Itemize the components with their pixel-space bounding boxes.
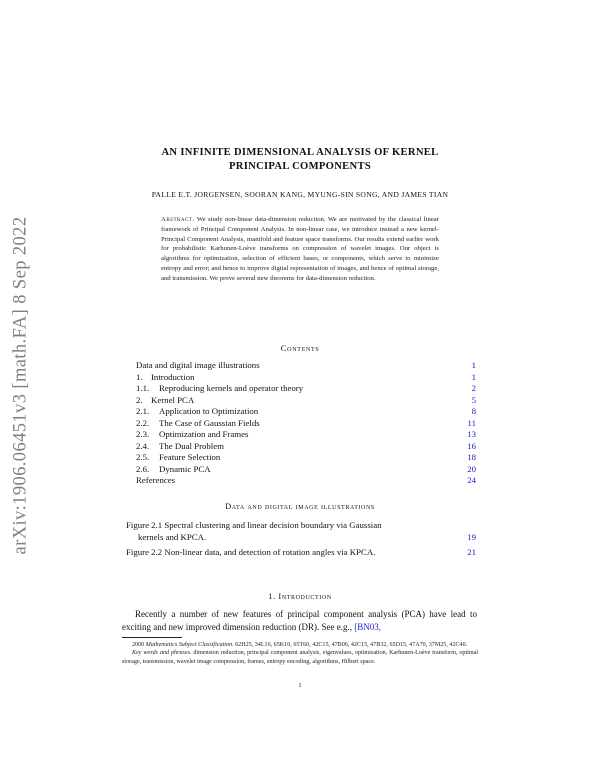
toc-page-link[interactable]: 2 — [471, 383, 476, 393]
contents-heading: Contents — [280, 343, 320, 353]
toc-page-link[interactable]: 13 — [467, 429, 476, 439]
msc-year: 2000 — [132, 642, 145, 648]
toc-page-link[interactable]: 8 — [471, 406, 476, 416]
arxiv-stamp — [8, 197, 34, 573]
paper-title — [120, 146, 480, 174]
toc-page-link[interactable]: 11 — [467, 417, 476, 428]
toc-label: Introduction — [151, 371, 195, 382]
toc-page-link[interactable]: 5 — [471, 394, 476, 405]
toc-entry[interactable] — [136, 372, 476, 384]
toc-label: The Dual Problem — [159, 440, 224, 451]
toc-number: 1. — [136, 371, 143, 382]
toc-label: Feature Selection — [159, 452, 221, 462]
title-line-1: AN INFINITE DIMENSIONAL ANALYSIS OF KERNEL — [161, 147, 439, 158]
toc-page-link[interactable]: 20 — [467, 463, 476, 474]
toc-entry[interactable] — [136, 418, 476, 430]
toc-label: Application to Optimization — [159, 406, 259, 416]
page-number: 1 — [298, 682, 302, 689]
toc-entry[interactable] — [136, 464, 476, 476]
citation-link[interactable]: [BN03, — [354, 621, 381, 632]
footnote-rule — [122, 637, 182, 638]
author-list: PALLE E.T. JORGENSEN, SOORAN KANG, MYUNG-SIN SONG, AND JAMES TIAN — [151, 190, 449, 199]
abstract-label: Abstract. — [161, 216, 195, 223]
toc-number: 1.1. — [136, 383, 150, 393]
intro-text-block — [122, 608, 477, 633]
figure-list — [126, 520, 476, 561]
msc-label: Mathematics Subject Classification. — [145, 642, 234, 648]
msc-codes: 62H25, 34L16, 65K10, 65T60, 42C15, 47B06, 42C15, 47B32, 65D15, 47A70, 37M25, 42C40. — [235, 642, 468, 648]
footnotes — [122, 641, 478, 666]
toc-number: 2.2. — [136, 417, 150, 428]
abstract-text: We study non-linear data-dimension reduction. We are motivated by the classical linear framework of Principal Component Analysis. In non-linear case, we introduce instead a new kernel-Principal Component Analysis, manifold and feature space transforms. Our results extend earlier work for probabilistic Karhunen-Loève transforms on compression of wavelet images. Our object is algorithms for optimization, selection of efficient bases, or components, which serve to minimize entropy and error; and hence to improve digital representation of images, and hence of optimal storage, and transmission. We prove several new theorems for data-dimension reduction. — [161, 216, 439, 282]
keywords-footnote — [122, 649, 478, 666]
toc-page-link[interactable]: 18 — [467, 452, 476, 462]
toc-page-link[interactable]: 24 — [467, 475, 476, 485]
figure-entry[interactable] — [126, 520, 476, 544]
toc-label: Reproducing kernels and operator theory — [159, 383, 304, 393]
figure-caption-line: kernels and KPCA. — [138, 531, 207, 542]
toc-entry[interactable] — [136, 475, 476, 487]
figure-page-link[interactable]: 19 — [467, 531, 476, 542]
toc-entry[interactable] — [136, 441, 476, 453]
figure-caption-line: Figure 2.1 Spectral clustering and linear decision boundary via Gaussian — [126, 520, 382, 530]
keywords-label: Key words and phrases. — [132, 650, 192, 657]
section-heading: 1. Introduction — [268, 592, 332, 601]
toc-number: 2.6. — [136, 463, 150, 474]
keywords-text: dimension reduction, principal component analysis, eigenvalues, optimization, Karhunen-Loève transform, optimal storage, transmission, wavelet image compression, frames, entropy encoding, algorithms, Hilbert space. — [122, 650, 478, 665]
toc-label: References — [136, 475, 176, 485]
figures-heading: Data and digital image illustrations — [225, 502, 375, 511]
toc-page-link[interactable]: 1 — [471, 360, 476, 370]
toc-number: 2.1. — [136, 406, 150, 416]
toc-label: Data and digital image illustrations — [136, 360, 260, 370]
abstract — [161, 215, 439, 284]
figure-caption-line: Figure 2.2 Non-linear data, and detection of rotation angles via KPCA. — [126, 546, 376, 557]
toc-entry[interactable] — [136, 383, 476, 395]
toc-number: 2.3. — [136, 429, 150, 439]
toc-entry[interactable] — [136, 429, 476, 441]
figure-entry[interactable] — [126, 547, 476, 559]
title-line-2: PRINCIPAL COMPONENTS — [228, 161, 372, 172]
toc-label: Optimization and Frames — [159, 429, 249, 439]
toc-label: The Case of Gaussian Fields — [159, 417, 260, 428]
table-of-contents — [136, 360, 476, 487]
toc-label: Dynamic PCA — [159, 463, 211, 474]
toc-page-link[interactable]: 16 — [467, 440, 476, 451]
toc-entry[interactable] — [136, 395, 476, 407]
arxiv-stamp-text: arXiv:1906.06451v3 [math.FA] 8 Sep 2022 — [10, 216, 31, 554]
intro-paragraph — [122, 608, 477, 633]
toc-number: 2.5. — [136, 452, 150, 462]
toc-number: 2. — [136, 394, 143, 405]
toc-number: 2.4. — [136, 440, 150, 451]
msc-footnote — [122, 641, 478, 649]
toc-entry[interactable] — [136, 360, 476, 372]
toc-page-link[interactable]: 1 — [471, 371, 476, 382]
intro-text: Recently a number of new features of principal component analysis (PCA) have lead to exciting and new improved dimension reduction (DR). See e.g., — [122, 609, 477, 632]
toc-entry[interactable] — [136, 406, 476, 418]
figure-page-link[interactable]: 21 — [467, 546, 476, 557]
toc-label: Kernel PCA — [151, 394, 195, 405]
toc-entry[interactable] — [136, 452, 476, 464]
